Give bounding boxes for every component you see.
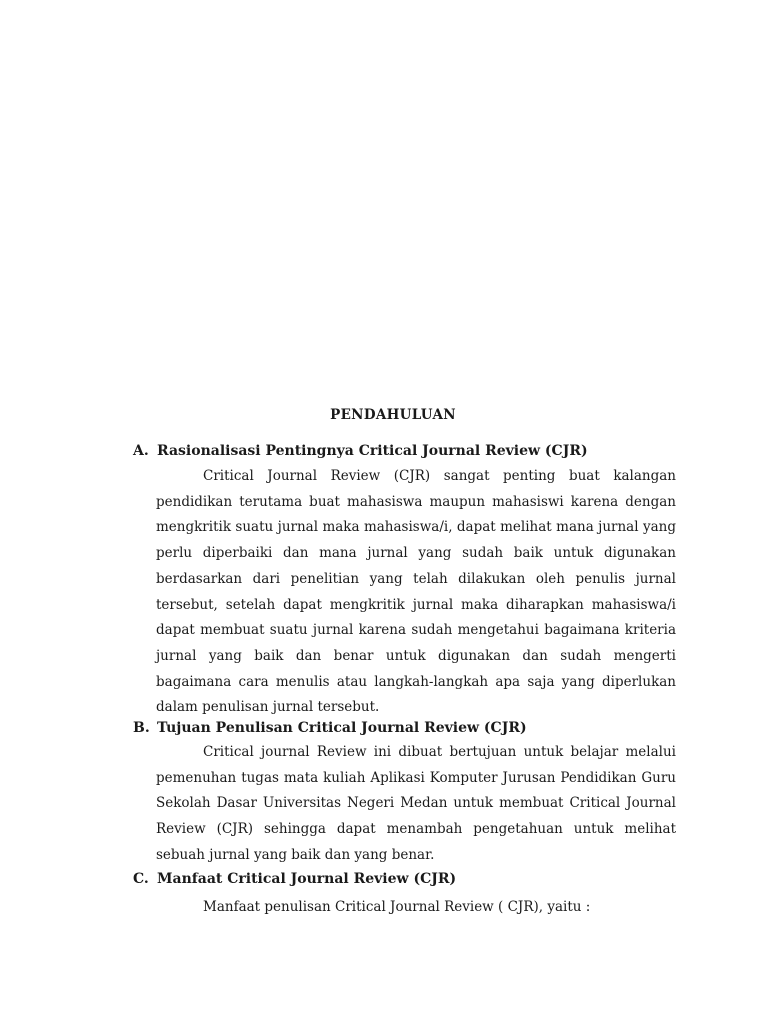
- section-paragraph-a: Critical Journal Review (CJR) sangat penting buat kalangan pendidikan terutama buat mahasiswa maupun mahasiswi karena dengan mengkritik suatu jurnal maka mahasiswa/i, dapat melihat mana jurnal yang perlu diperbaiki dan mana jurnal yang sudah baik untuk digunakan berdasarkan dari penelitian yang telah dilakukan oleh penulis jurnal tersebut, setelah dapat mengkritik jurnal maka diharapkan mahasiswa/i dapat membuat suatu jurnal karena sudah mengetahui bagaimana kriteria jurnal yang baik dan benar untuk digunakan dan sudah mengerti bagaimana cara menulis atau langkah-langkah apa saja yang diperlukan dalam penulisan jurnal tersebut.: [156, 468, 676, 716]
- section-heading-a: [133, 443, 588, 459]
- section-heading-text-a: Rasionalisasi Pentingnya Critical Journal Review (CJR): [157, 443, 588, 459]
- section-heading-b: [133, 720, 527, 736]
- section-paragraph-b: Critical journal Review ini dibuat bertujuan untuk belajar melalui pemenuhan tugas mata kuliah Aplikasi Komputer Jurusan Pendidikan Guru Sekolah Dasar Universitas Negeri Medan untuk membuat Critical Journal Review (CJR) sehingga dapat menambah pengetahuan untuk melihat sebuah jurnal yang baik dan yang benar.: [156, 744, 676, 863]
- section-heading-text-b: Tujuan Penulisan Critical Journal Review (CJR): [157, 720, 527, 736]
- section-paragraph-c: Manfaat penulisan Critical Journal Review ( CJR), yaitu :: [203, 899, 591, 915]
- section-heading-text-c: Manfaat Critical Journal Review (CJR): [157, 871, 457, 887]
- section-letter-a: A.: [133, 443, 149, 459]
- document-title: PENDAHULUAN: [330, 407, 456, 423]
- section-letter-c: C.: [133, 871, 149, 887]
- section-letter-b: B.: [133, 720, 150, 736]
- section-heading-c: [133, 871, 456, 887]
